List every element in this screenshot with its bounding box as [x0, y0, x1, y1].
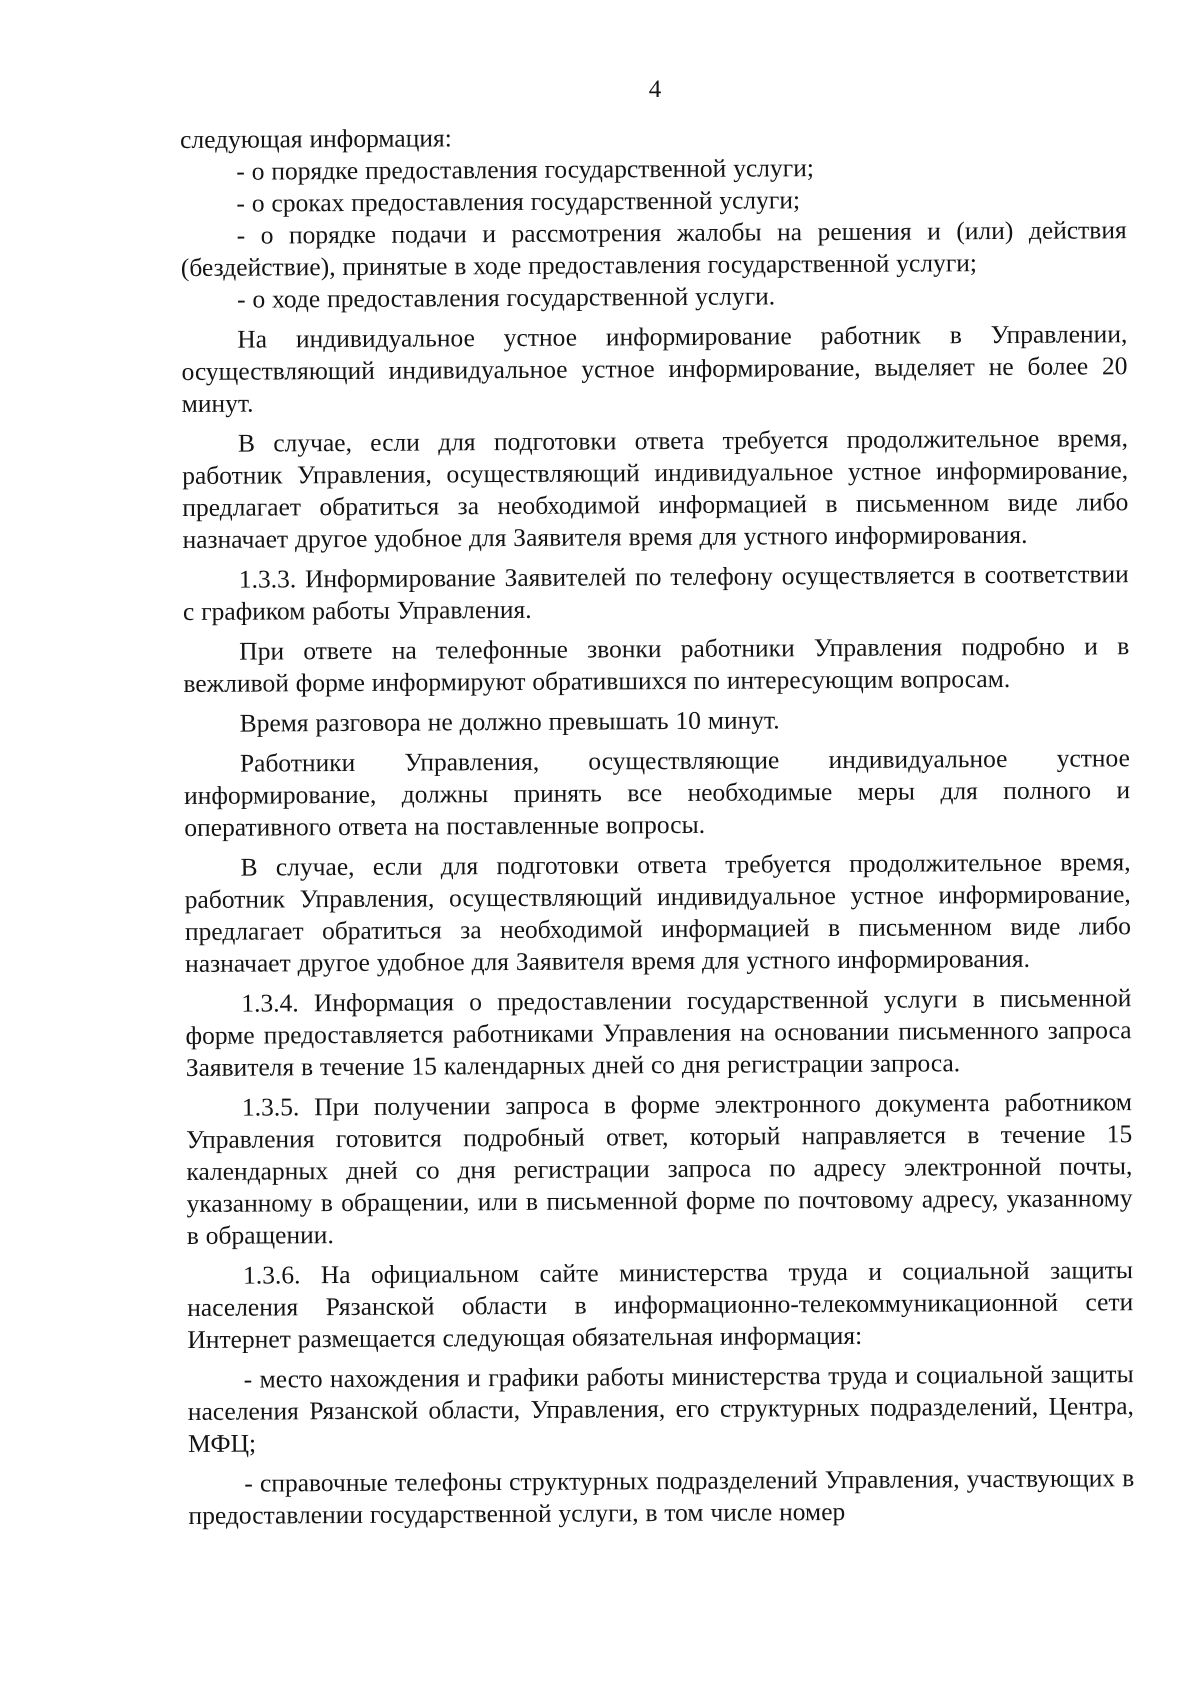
- paragraph: 1.3.3. Информирование Заявителей по телефону осуществляется в соответствии с графиком работы Управления.: [182, 559, 1129, 626]
- paragraph: Работники Управления, осуществляющие индивидуальное устное информирование, должны принять все необходимые меры для полного и оперативного ответа на поставленные вопросы.: [184, 743, 1131, 842]
- document-body: [180, 118, 1135, 1532]
- paragraph: - о порядке подачи и рассмотрения жалобы на решения и (или) действия (бездействие), принятые в ходе предоставления государственной услуги;: [180, 215, 1127, 282]
- paragraph: - справочные телефоны структурных подразделений Управления, участвующих в предоставлении государственной услуги, в том числе номер: [188, 1463, 1135, 1530]
- paragraph: 1.3.6. На официальном сайте министерства труда и социальной защиты населения Рязанской области в информационно-телекоммуникационной сети Интернет размещается следующая обязательная информация:: [187, 1255, 1134, 1354]
- paragraph: При ответе на телефонные звонки работники Управления подробно и в вежливой форме информируют обратившихся по интересующим вопросам.: [183, 631, 1130, 698]
- paragraph: - место нахождения и графики работы министерства труда и социальной защиты населения Рязанской области, Управления, его структурных подразделений, Центра, МФЦ;: [187, 1359, 1134, 1458]
- page-number: 4: [648, 76, 662, 103]
- paragraph: На индивидуальное устное информирование работник в Управлении, осуществляющий индивидуальное устное информирование, выделяет не более 20 минут.: [181, 319, 1128, 418]
- paragraph: следующая информация:: [180, 123, 452, 154]
- paragraph: В случае, если для подготовки ответа требуется продолжительное время, работник Управления, осуществляющий индивидуальное устное информирование, предлагает обратиться за необходимой информацией в письменном виде либо назначает другое удобное для Заявителя время для устного информирования.: [184, 847, 1132, 978]
- paragraph: - о ходе предоставления государственной услуги.: [236, 281, 776, 314]
- paragraph: 1.3.4. Информация о предоставлении государственной услуги в письменной форме предоставляется работниками Управления на основании письменного запроса Заявителя в течение 15 календарных дней со дня регистрации запроса.: [185, 983, 1132, 1082]
- paragraph: - о порядке предоставления государственной услуги;: [236, 153, 814, 186]
- paragraph: Время разговора не должно превышать 10 минут.: [239, 705, 780, 738]
- paragraph: - о сроках предоставления государственной услуги;: [236, 185, 801, 218]
- paragraph: В случае, если для подготовки ответа требуется продолжительное время, работник Управления, осуществляющий индивидуальное устное информирование, предлагает обратиться за необходимой информацией в письменном виде либо назначает другое удобное для Заявителя время для устного информирования.: [182, 423, 1129, 554]
- paragraph: 1.3.5. При получении запроса в форме электронного документа работником Управления готовится подробный ответ, который направляется в течение 15 календарных дней со дня регистрации запроса по адресу электронной почты, указанному в обращении, или в письменной форме по почтовому адресу, указанному в обращении.: [186, 1087, 1133, 1250]
